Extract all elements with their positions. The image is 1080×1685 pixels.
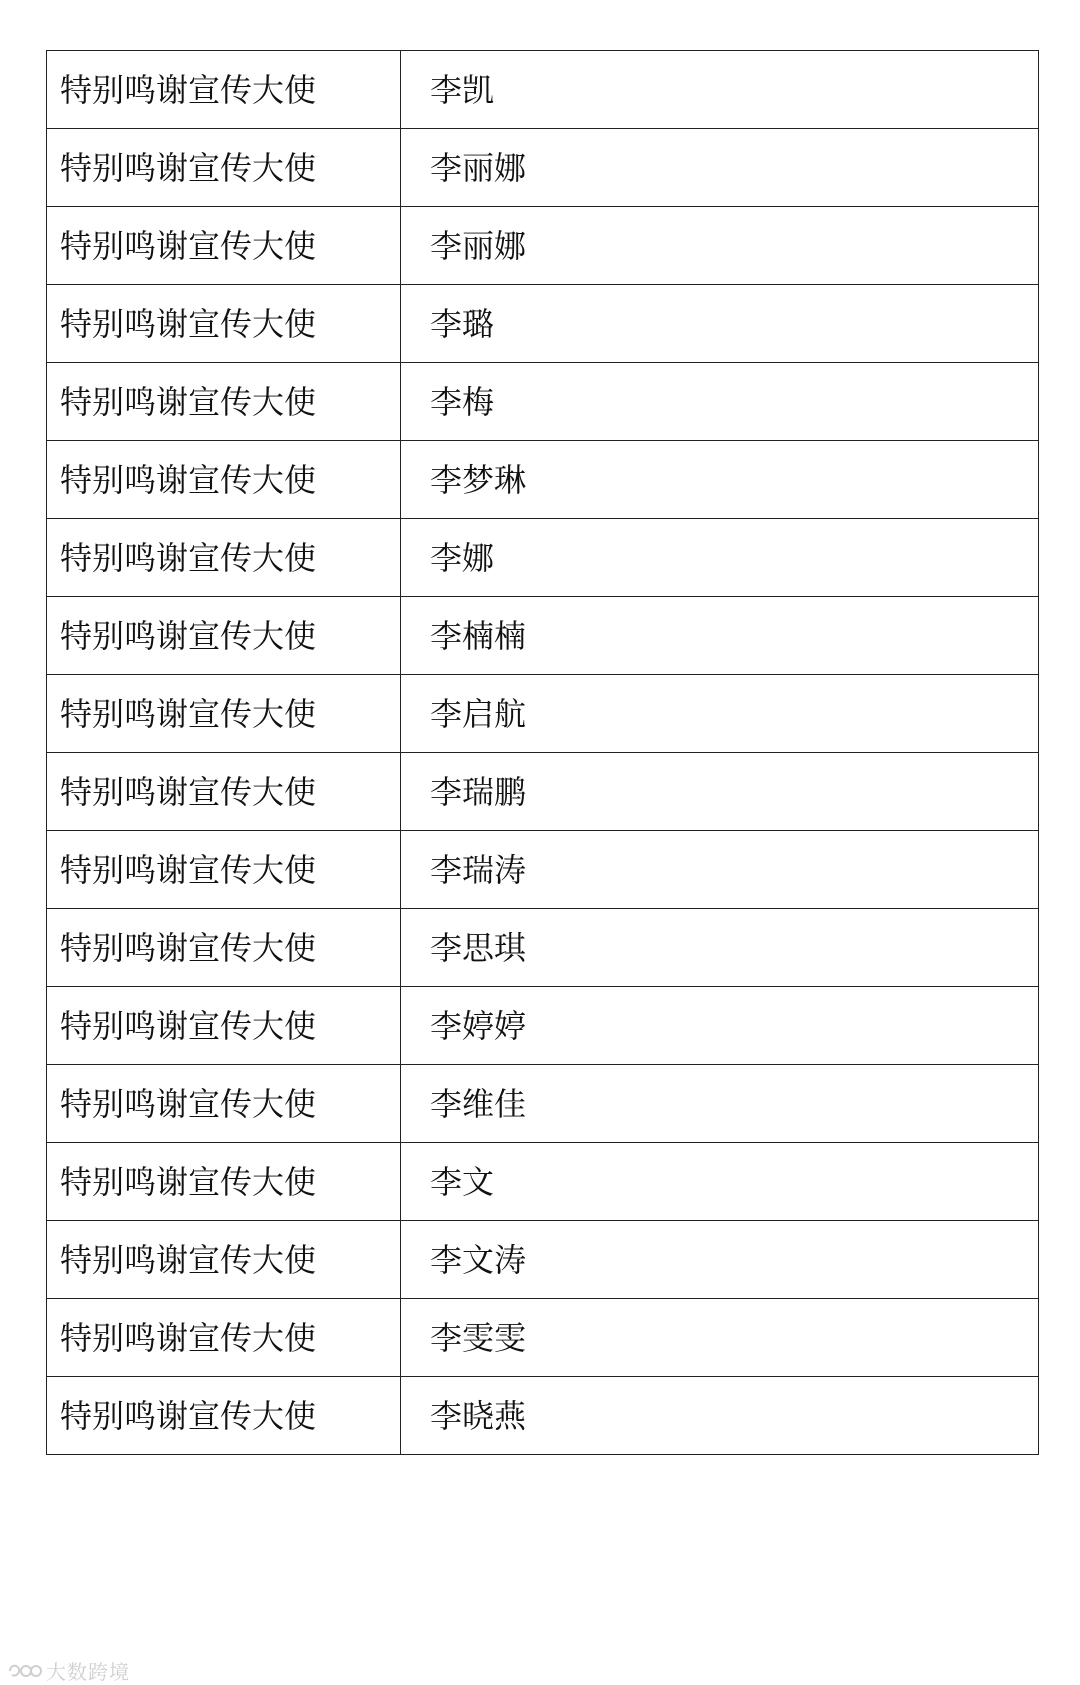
role-cell: 特别鸣谢宣传大使 bbox=[47, 1065, 401, 1143]
table-row bbox=[47, 51, 1039, 129]
role-cell: 特别鸣谢宣传大使 bbox=[47, 285, 401, 363]
role-cell: 特别鸣谢宣传大使 bbox=[47, 129, 401, 207]
table-row bbox=[47, 519, 1039, 597]
table-row bbox=[47, 1377, 1039, 1455]
role-cell: 特别鸣谢宣传大使 bbox=[47, 909, 401, 987]
watermark-text: 大数跨境 bbox=[46, 1660, 130, 1684]
table-row bbox=[47, 987, 1039, 1065]
table-row bbox=[47, 363, 1039, 441]
role-cell: 特别鸣谢宣传大使 bbox=[47, 1143, 401, 1221]
name-cell: 李思琪 bbox=[401, 909, 1039, 987]
role-cell: 特别鸣谢宣传大使 bbox=[47, 987, 401, 1065]
name-cell: 李雯雯 bbox=[401, 1299, 1039, 1377]
table-row bbox=[47, 675, 1039, 753]
table-row bbox=[47, 753, 1039, 831]
role-cell: 特别鸣谢宣传大使 bbox=[47, 363, 401, 441]
name-cell: 李启航 bbox=[401, 675, 1039, 753]
role-cell: 特别鸣谢宣传大使 bbox=[47, 1377, 401, 1455]
role-cell: 特别鸣谢宣传大使 bbox=[47, 753, 401, 831]
name-cell: 李晓燕 bbox=[401, 1377, 1039, 1455]
table-row bbox=[47, 285, 1039, 363]
table-row bbox=[47, 1065, 1039, 1143]
name-cell: 李丽娜 bbox=[401, 207, 1039, 285]
name-cell: 李娜 bbox=[401, 519, 1039, 597]
name-cell: 李梦琳 bbox=[401, 441, 1039, 519]
name-cell: 李瑞鹏 bbox=[401, 753, 1039, 831]
role-cell: 特别鸣谢宣传大使 bbox=[47, 597, 401, 675]
table-row bbox=[47, 909, 1039, 987]
role-cell: 特别鸣谢宣传大使 bbox=[47, 207, 401, 285]
name-cell: 李楠楠 bbox=[401, 597, 1039, 675]
name-cell: 李婷婷 bbox=[401, 987, 1039, 1065]
role-cell: 特别鸣谢宣传大使 bbox=[47, 519, 401, 597]
name-cell: 李瑞涛 bbox=[401, 831, 1039, 909]
name-cell: 李丽娜 bbox=[401, 129, 1039, 207]
table-row bbox=[47, 129, 1039, 207]
role-cell: 特别鸣谢宣传大使 bbox=[47, 1299, 401, 1377]
name-cell: 李凯 bbox=[401, 51, 1039, 129]
table-body bbox=[47, 51, 1039, 1455]
name-cell: 李梅 bbox=[401, 363, 1039, 441]
role-cell: 特别鸣谢宣传大使 bbox=[47, 1221, 401, 1299]
table-row bbox=[47, 207, 1039, 285]
name-cell: 李文 bbox=[401, 1143, 1039, 1221]
name-cell: 李文涛 bbox=[401, 1221, 1039, 1299]
table-row bbox=[47, 1143, 1039, 1221]
table-row bbox=[47, 831, 1039, 909]
table-row bbox=[47, 1221, 1039, 1299]
role-cell: 特别鸣谢宣传大使 bbox=[47, 831, 401, 909]
table-row bbox=[47, 441, 1039, 519]
acknowledgment-table bbox=[46, 50, 1039, 1455]
role-cell: 特别鸣谢宣传大使 bbox=[47, 675, 401, 753]
table-row bbox=[47, 1299, 1039, 1377]
table-row bbox=[47, 597, 1039, 675]
name-cell: 李璐 bbox=[401, 285, 1039, 363]
name-cell: 李维佳 bbox=[401, 1065, 1039, 1143]
role-cell: 特别鸣谢宣传大使 bbox=[47, 441, 401, 519]
watermark-logo-icon bbox=[8, 1662, 42, 1680]
role-cell: 特别鸣谢宣传大使 bbox=[47, 51, 401, 129]
